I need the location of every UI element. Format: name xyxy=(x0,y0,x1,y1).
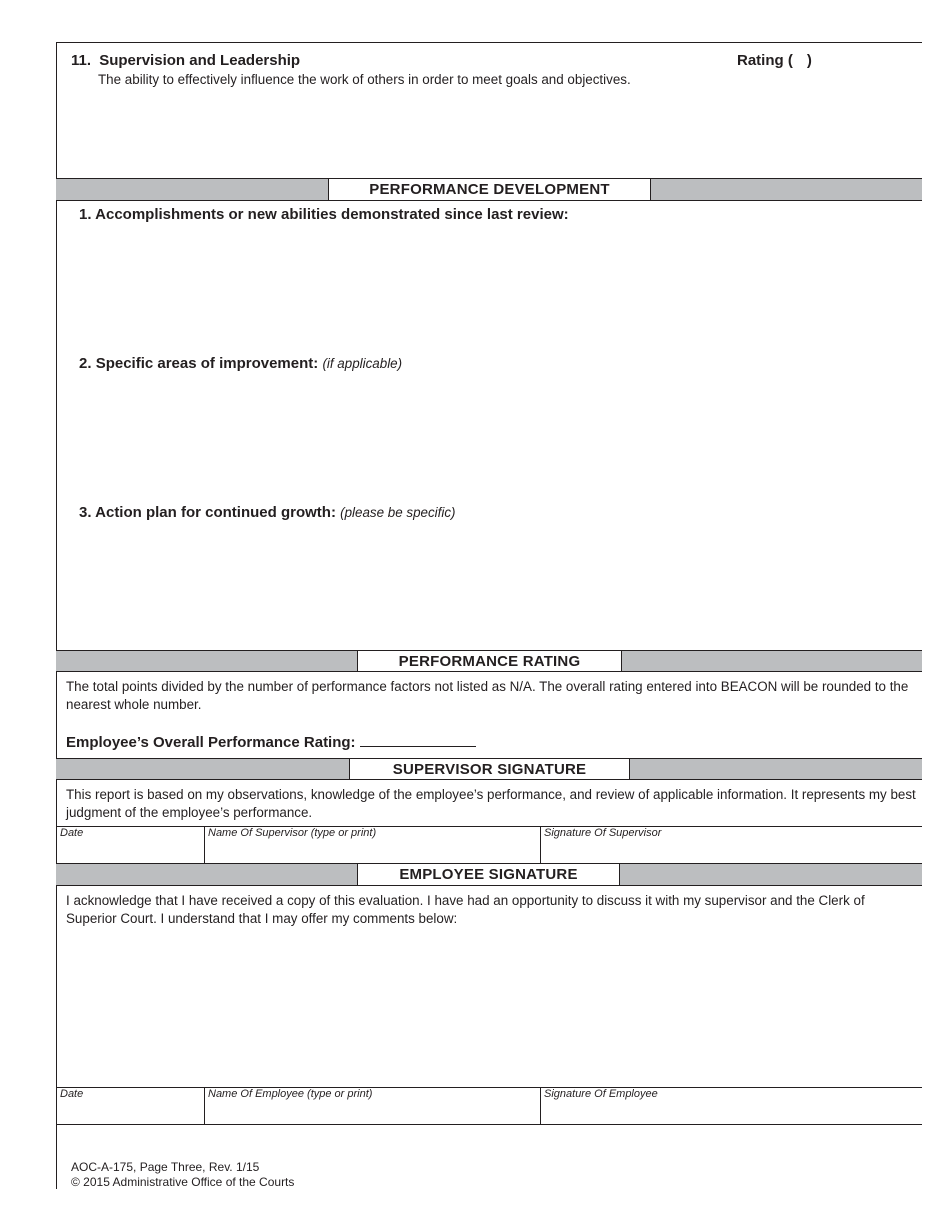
section-11-title: Supervision and Leadership xyxy=(99,52,301,69)
accomplishments-input-area[interactable] xyxy=(79,224,914,349)
development-item-3 xyxy=(79,504,456,521)
supervisor-signature-header: SUPERVISOR SIGNATURE xyxy=(349,758,630,780)
section-11-description: The ability to effectively influence the work of others in order to meet goals and objectives. xyxy=(98,72,631,87)
employee-signature-header: EMPLOYEE SIGNATURE xyxy=(357,863,620,886)
divider xyxy=(204,826,205,863)
supervisor-signature-text: This report is based on my observations, knowledge of the employee’s performance, and review of applicable information. It represents my best judgment of the employee’s performance. xyxy=(66,787,916,820)
date-label: Date xyxy=(60,827,84,839)
form-top-border xyxy=(56,42,922,43)
employee-comments-area[interactable] xyxy=(66,932,916,1082)
form-left-border xyxy=(56,42,57,1189)
item-label: Specific areas of improvement: xyxy=(95,355,319,372)
rating-close: ) xyxy=(806,52,812,69)
name-label: Name Of Employee (type or print) xyxy=(208,1088,373,1100)
form-footer xyxy=(71,1160,294,1190)
performance-development-band xyxy=(56,178,922,201)
action-plan-input-area[interactable] xyxy=(79,523,914,645)
item-note: (if applicable) xyxy=(322,356,403,371)
section-11-heading xyxy=(71,52,300,69)
item-label: Action plan for continued growth: xyxy=(95,504,336,521)
development-item-2 xyxy=(79,355,402,372)
employee-date-field[interactable] xyxy=(60,1088,200,1122)
item-note: (please be specific) xyxy=(340,505,456,520)
overall-rating-row xyxy=(66,732,476,751)
performance-rating-band xyxy=(56,650,922,672)
section-11-number: 11. xyxy=(71,52,92,69)
performance-rating-text: The total points divided by the number of performance factors not listed as N/A. The overall rating entered into BEACON will be rounded to the nearest whole number. xyxy=(66,679,909,712)
employee-signature-band xyxy=(56,863,922,886)
form-id: AOC-A-175, Page Three, Rev. 1/15 xyxy=(71,1160,260,1174)
item-label: Accomplishments or new abilities demonstrated since last review: xyxy=(95,206,569,223)
date-label: Date xyxy=(60,1088,84,1100)
item-number: 2. xyxy=(79,355,92,372)
employee-name-field[interactable] xyxy=(208,1088,536,1122)
performance-rating-header: PERFORMANCE RATING xyxy=(357,650,622,672)
improvement-input-area[interactable] xyxy=(79,374,914,499)
signature-label: Signature Of Employee xyxy=(544,1088,658,1100)
employee-signature-text: I acknowledge that I have received a copy of this evaluation. I have had an opportunity to discuss it with my supervisor and the Clerk of Superior Court. I understand that I may offer my comments below: xyxy=(66,893,865,926)
copyright: © 2015 Administrative Office of the Courts xyxy=(71,1175,295,1189)
divider xyxy=(204,1087,205,1124)
item-number: 3. xyxy=(79,504,92,521)
rating-label: Rating ( xyxy=(737,52,793,69)
overall-rating-label: Employee’s Overall Performance Rating: xyxy=(66,734,356,751)
section-11-rating[interactable] xyxy=(737,52,812,69)
supervisor-date-field[interactable] xyxy=(60,827,200,861)
overall-rating-field[interactable] xyxy=(360,732,476,747)
signature-label: Signature Of Supervisor xyxy=(544,827,662,839)
item-number: 1. xyxy=(79,206,92,223)
employee-row-bottom-line xyxy=(56,1124,922,1125)
employee-signature-field[interactable] xyxy=(544,1088,918,1122)
development-item-1 xyxy=(79,206,569,223)
supervisor-name-field[interactable] xyxy=(208,827,536,861)
supervisor-signature-band xyxy=(56,758,922,780)
performance-development-header: PERFORMANCE DEVELOPMENT xyxy=(328,178,651,201)
divider xyxy=(540,826,541,863)
divider xyxy=(540,1087,541,1124)
name-label: Name Of Supervisor (type or print) xyxy=(208,827,377,839)
supervisor-signature-field[interactable] xyxy=(544,827,918,861)
